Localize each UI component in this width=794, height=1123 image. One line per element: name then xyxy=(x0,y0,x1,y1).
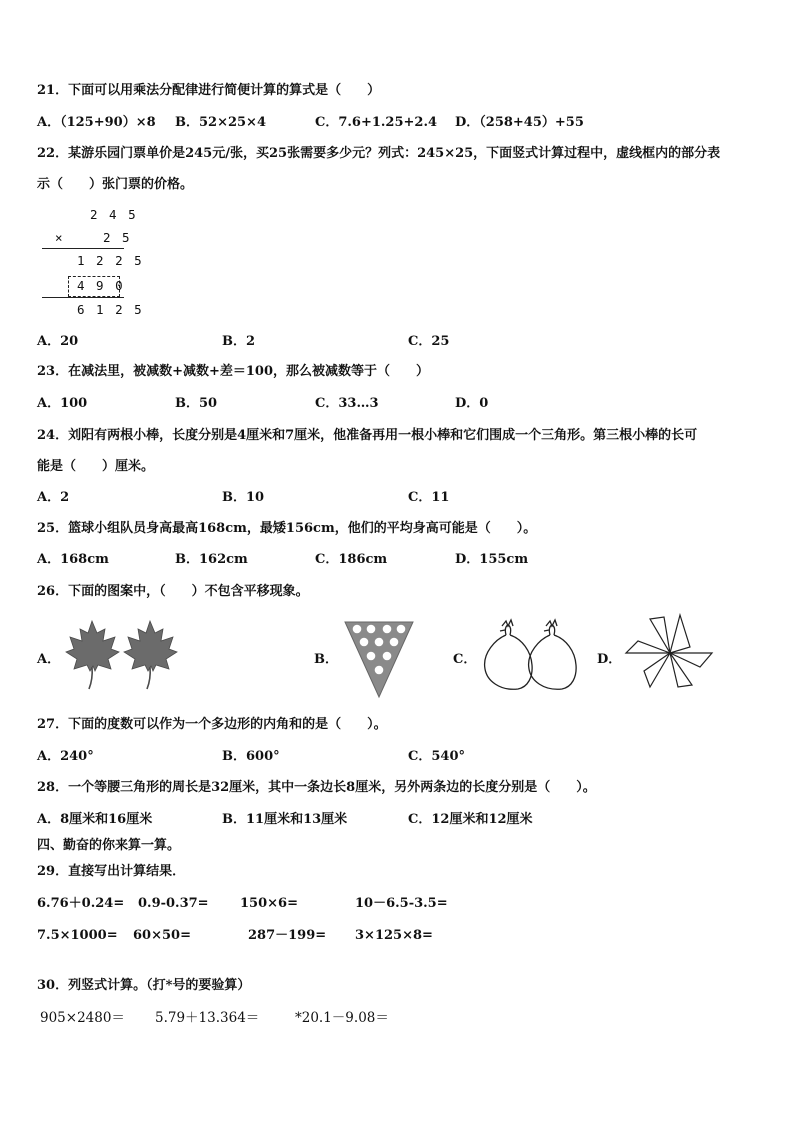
q22-stem-line2: 示（ ）张门票的价格。 xyxy=(37,177,194,192)
calc-rule-2 xyxy=(42,297,124,298)
q29-stem: 29．直接写出计算结果． xyxy=(37,864,186,879)
maple-leaf-pair-figure xyxy=(62,619,180,693)
heart-chicken-pair-figure xyxy=(478,617,582,695)
q22-stem-line1: 22．某游乐园门票单价是245元/张，买25张需要多少元？列式：245×25，下面竖式计算过程中，虚线框内的部分表 xyxy=(37,146,721,161)
q24-stem-line2: 能是（ ）厘米。 xyxy=(37,459,155,474)
q29-item: 6.76＋0.24= xyxy=(37,896,125,911)
q29-item: 7.5×1000= xyxy=(37,928,118,943)
q27-option-a: A．240° xyxy=(37,749,94,764)
q21-option-a: A．（125+90）×8 xyxy=(37,115,156,130)
q22-option-a: A．20 xyxy=(37,334,79,349)
q29-item: 3×125×8= xyxy=(355,928,433,943)
q23-option-c: C．33…3 xyxy=(315,396,379,411)
q24-option-c: C．11 xyxy=(408,490,450,505)
q23-option-b: B．50 xyxy=(175,396,218,411)
q29-item: 287－199= xyxy=(248,928,327,943)
q21-stem: 21．下面可以用乘法分配律进行简便计算的算式是（ ） xyxy=(37,83,381,98)
q27-stem: 27．下面的度数可以作为一个多边形的内角和的是（ ）。 xyxy=(37,717,387,732)
q25-stem: 25．篮球小组队员身高最高168cm，最矮156cm，他们的平均身高可能是（ ）。 xyxy=(37,521,537,536)
q28-option-a: A．8厘米和16厘米 xyxy=(37,812,153,827)
q23-stem: 23．在减法里，被减数+减数+差＝100，那么被减数等于（ ） xyxy=(37,364,430,379)
pinwheel-triangles-figure xyxy=(624,613,716,691)
triangle-with-flowers-figure xyxy=(344,620,414,698)
q24-option-a: A．2 xyxy=(37,490,70,505)
q29-item: 0.9-0.37= xyxy=(138,896,209,911)
q28-option-b: B．11厘米和13厘米 xyxy=(222,812,348,827)
q23-option-d: D．0 xyxy=(455,396,489,411)
calc-partial-1: 1 2 2 5 xyxy=(77,253,144,268)
q30-item: *20.1－9.08＝ xyxy=(295,1010,389,1026)
q30-stem: 30．列竖式计算。（打*号的要验算） xyxy=(37,978,251,993)
calc-multiplicand: 2 4 5 xyxy=(90,207,138,222)
calc-rule-1 xyxy=(42,248,124,249)
q28-stem: 28．一个等腰三角形的周长是32厘米，其中一条边长8厘米，另外两条边的长度分别是（ ）。 xyxy=(37,780,596,795)
q25-option-b: B．162cm xyxy=(175,552,248,567)
q25-option-a: A．168cm xyxy=(37,552,109,567)
q29-item: 60×50= xyxy=(133,928,191,943)
q24-option-b: B．10 xyxy=(222,490,265,505)
q22-option-c: C．25 xyxy=(408,334,450,349)
q21-option-c: C．7.6+1.25+2.4 xyxy=(315,115,438,130)
calc-multiplier: 2 5 xyxy=(103,230,132,245)
calc-result: 6 1 2 5 xyxy=(77,302,144,317)
q26-option-c: C． xyxy=(453,652,477,667)
q27-option-b: B．600° xyxy=(222,749,280,764)
q28-option-c: C．12厘米和12厘米 xyxy=(408,812,533,827)
calc-times-sign: × xyxy=(55,230,65,245)
q26-stem: 26．下面的图案中，（ ）不包含平移现象。 xyxy=(37,584,309,599)
q23-option-a: A．100 xyxy=(37,396,88,411)
q25-option-d: D．155cm xyxy=(455,552,529,567)
q30-item: 5.79＋13.364＝ xyxy=(155,1010,260,1026)
q21-option-d: D．（258+45）+55 xyxy=(455,115,584,130)
q25-option-c: C．186cm xyxy=(315,552,388,567)
calc-partial-2: 4 9 0 xyxy=(77,278,125,293)
q26-option-a: A． xyxy=(37,652,61,667)
q30-item: 905×2480＝ xyxy=(40,1010,125,1026)
q27-option-c: C．540° xyxy=(408,749,465,764)
q29-item: 150×6= xyxy=(240,896,298,911)
section-4-heading: 四、勤奋的你来算一算。 xyxy=(37,838,181,853)
q22-option-b: B．2 xyxy=(222,334,256,349)
q21-option-b: B．52×25×4 xyxy=(175,115,267,130)
q26-option-d: D． xyxy=(597,652,622,667)
q26-option-b: B． xyxy=(314,652,338,667)
q29-item: 10－6.5-3.5= xyxy=(355,896,448,911)
q24-stem-line1: 24．刘阳有两根小棒，长度分别是4厘米和7厘米，他准备再用一根小棒和它们围成一个三角形。第三根小棒的长可 xyxy=(37,428,698,443)
